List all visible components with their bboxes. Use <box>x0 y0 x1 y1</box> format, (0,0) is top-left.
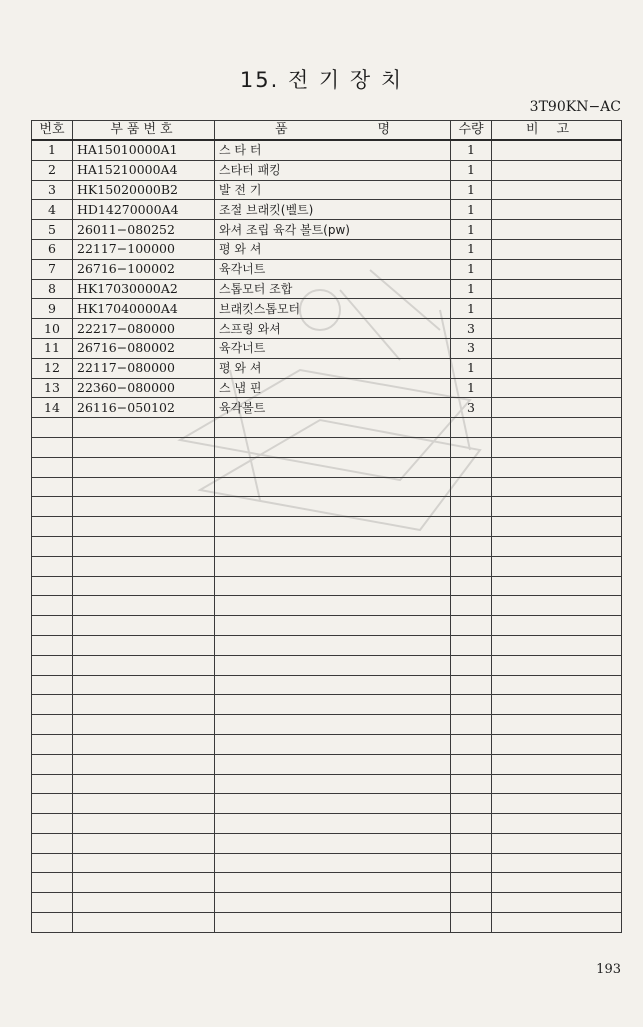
remarks-cell <box>492 576 622 596</box>
part-name-cell <box>215 497 451 517</box>
empty-table-row <box>32 517 622 537</box>
quantity-cell: 1 <box>451 378 492 398</box>
remarks-cell <box>492 358 622 378</box>
empty-table-row <box>32 754 622 774</box>
table-row <box>32 378 622 398</box>
part-number-cell <box>73 457 215 477</box>
remarks-cell <box>492 893 622 913</box>
quantity-cell: 3 <box>451 398 492 418</box>
empty-table-row <box>32 556 622 576</box>
empty-table-row <box>32 655 622 675</box>
quantity-cell: 3 <box>451 319 492 339</box>
row-number-cell: 13 <box>32 378 73 398</box>
table-row <box>32 299 622 319</box>
row-number-cell <box>32 457 73 477</box>
quantity-cell: 1 <box>451 220 492 240</box>
page-number: 193 <box>596 962 621 977</box>
quantity-cell: 1 <box>451 279 492 299</box>
quantity-cell <box>451 853 492 873</box>
part-number-cell: 22117−080000 <box>73 358 215 378</box>
part-name-cell <box>215 715 451 735</box>
row-number-cell <box>32 418 73 438</box>
empty-table-row <box>32 853 622 873</box>
part-name-cell <box>215 536 451 556</box>
table-row <box>32 140 622 160</box>
quantity-cell: 1 <box>451 140 492 160</box>
parts-table <box>31 120 622 933</box>
part-name-cell <box>215 556 451 576</box>
quantity-cell <box>451 437 492 457</box>
table-header-row <box>32 121 622 141</box>
quantity-cell <box>451 497 492 517</box>
row-number-cell <box>32 556 73 576</box>
remarks-cell <box>492 596 622 616</box>
quantity-cell <box>451 715 492 735</box>
part-name-cell <box>215 477 451 497</box>
part-name-cell: 평 와 셔 <box>215 358 451 378</box>
empty-table-row <box>32 457 622 477</box>
empty-table-row <box>32 576 622 596</box>
remarks-cell <box>492 616 622 636</box>
part-name-cell: 스타터 패킹 <box>215 160 451 180</box>
row-number-cell: 6 <box>32 239 73 259</box>
empty-table-row <box>32 536 622 556</box>
header-quantity: 수량 <box>451 121 492 141</box>
part-name-cell <box>215 754 451 774</box>
part-number-cell <box>73 695 215 715</box>
quantity-cell <box>451 477 492 497</box>
row-number-cell <box>32 536 73 556</box>
remarks-cell <box>492 715 622 735</box>
row-number-cell: 9 <box>32 299 73 319</box>
part-number-cell: HK17030000A2 <box>73 279 215 299</box>
quantity-cell <box>451 893 492 913</box>
header-name-a: 품 <box>274 122 288 137</box>
row-number-cell <box>32 734 73 754</box>
part-name-cell <box>215 893 451 913</box>
quantity-cell: 1 <box>451 259 492 279</box>
part-number-cell <box>73 853 215 873</box>
part-number-cell <box>73 814 215 834</box>
quantity-cell <box>451 616 492 636</box>
quantity-cell <box>451 734 492 754</box>
remarks-cell <box>492 794 622 814</box>
part-number-cell <box>73 437 215 457</box>
part-name-cell: 스톱모터 조합 <box>215 279 451 299</box>
quantity-cell <box>451 556 492 576</box>
part-name-cell <box>215 814 451 834</box>
remarks-cell <box>492 398 622 418</box>
part-name-cell <box>215 457 451 477</box>
part-name-cell <box>215 794 451 814</box>
remarks-cell <box>492 299 622 319</box>
remarks-cell <box>492 378 622 398</box>
part-number-cell <box>73 556 215 576</box>
part-name-cell <box>215 418 451 438</box>
row-number-cell <box>32 497 73 517</box>
remarks-cell <box>492 140 622 160</box>
part-number-cell: 26116−050102 <box>73 398 215 418</box>
remarks-cell <box>492 338 622 358</box>
empty-table-row <box>32 913 622 933</box>
part-number-cell <box>73 536 215 556</box>
row-number-cell: 5 <box>32 220 73 240</box>
quantity-cell: 3 <box>451 338 492 358</box>
part-number-cell <box>73 596 215 616</box>
part-name-cell <box>215 437 451 457</box>
empty-table-row <box>32 635 622 655</box>
remarks-cell <box>492 319 622 339</box>
remarks-cell <box>492 536 622 556</box>
table-row <box>32 200 622 220</box>
part-name-cell: 스 냅 핀 <box>215 378 451 398</box>
part-name-cell <box>215 774 451 794</box>
row-number-cell <box>32 853 73 873</box>
empty-table-row <box>32 695 622 715</box>
row-number-cell: 1 <box>32 140 73 160</box>
row-number-cell <box>32 833 73 853</box>
row-number-cell: 11 <box>32 338 73 358</box>
row-number-cell <box>32 814 73 834</box>
remarks-cell <box>492 477 622 497</box>
part-name-cell <box>215 576 451 596</box>
header-part-number: 부품번호 <box>73 121 215 141</box>
remarks-cell <box>492 734 622 754</box>
empty-table-row <box>32 497 622 517</box>
remarks-cell <box>492 754 622 774</box>
quantity-cell <box>451 675 492 695</box>
empty-table-row <box>32 814 622 834</box>
row-number-cell: 4 <box>32 200 73 220</box>
table-row <box>32 338 622 358</box>
part-number-cell: HD14270000A4 <box>73 200 215 220</box>
part-name-cell <box>215 913 451 933</box>
part-name-cell: 와셔 조립 육각 볼트(pw) <box>215 220 451 240</box>
row-number-cell <box>32 695 73 715</box>
empty-table-row <box>32 774 622 794</box>
empty-table-row <box>32 833 622 853</box>
table-row <box>32 279 622 299</box>
part-number-cell <box>73 517 215 537</box>
quantity-cell <box>451 814 492 834</box>
row-number-cell <box>32 437 73 457</box>
row-number-cell: 8 <box>32 279 73 299</box>
part-number-cell: HA15210000A4 <box>73 160 215 180</box>
table-row <box>32 259 622 279</box>
empty-table-row <box>32 794 622 814</box>
part-number-cell <box>73 774 215 794</box>
quantity-cell <box>451 635 492 655</box>
row-number-cell <box>32 754 73 774</box>
row-number-cell <box>32 655 73 675</box>
table-row <box>32 358 622 378</box>
part-name-cell <box>215 873 451 893</box>
remarks-cell <box>492 180 622 200</box>
header-no: 번호 <box>32 121 73 141</box>
table-row <box>32 239 622 259</box>
part-name-cell <box>215 655 451 675</box>
part-number-cell <box>73 655 215 675</box>
part-name-cell: 육각볼트 <box>215 398 451 418</box>
parts-table-body <box>32 140 622 932</box>
row-number-cell <box>32 913 73 933</box>
quantity-cell: 1 <box>451 239 492 259</box>
quantity-cell: 1 <box>451 180 492 200</box>
header-name-b: 명 <box>377 122 391 137</box>
row-number-cell: 14 <box>32 398 73 418</box>
quantity-cell <box>451 517 492 537</box>
part-number-cell <box>73 833 215 853</box>
part-number-cell <box>73 635 215 655</box>
part-number-cell <box>73 477 215 497</box>
part-name-cell: 발 전 기 <box>215 180 451 200</box>
part-number-cell <box>73 754 215 774</box>
part-number-cell <box>73 576 215 596</box>
quantity-cell: 1 <box>451 160 492 180</box>
empty-table-row <box>32 477 622 497</box>
part-name-cell <box>215 596 451 616</box>
remarks-cell <box>492 259 622 279</box>
part-name-cell: 육각너트 <box>215 259 451 279</box>
header-name <box>215 121 451 141</box>
table-row <box>32 160 622 180</box>
quantity-cell <box>451 655 492 675</box>
empty-table-row <box>32 893 622 913</box>
table-row <box>32 220 622 240</box>
table-row <box>32 398 622 418</box>
table-row <box>32 180 622 200</box>
quantity-cell <box>451 695 492 715</box>
empty-table-row <box>32 734 622 754</box>
remarks-cell <box>492 418 622 438</box>
part-number-cell <box>73 873 215 893</box>
part-name-cell: 육각너트 <box>215 338 451 358</box>
part-number-cell <box>73 734 215 754</box>
part-number-cell <box>73 497 215 517</box>
empty-table-row <box>32 616 622 636</box>
quantity-cell <box>451 774 492 794</box>
part-number-cell <box>73 893 215 913</box>
part-name-cell <box>215 695 451 715</box>
remarks-cell <box>492 556 622 576</box>
part-name-cell <box>215 517 451 537</box>
remarks-cell <box>492 873 622 893</box>
part-number-cell <box>73 913 215 933</box>
page-title: 15. 전 기 장 치 <box>239 68 404 92</box>
quantity-cell <box>451 833 492 853</box>
remarks-cell <box>492 220 622 240</box>
part-name-cell: 브래킷스톱모터 <box>215 299 451 319</box>
quantity-cell <box>451 457 492 477</box>
remarks-cell <box>492 239 622 259</box>
part-name-cell: 평 와 셔 <box>215 239 451 259</box>
remarks-cell <box>492 517 622 537</box>
quantity-cell <box>451 913 492 933</box>
row-number-cell <box>32 596 73 616</box>
model-code: 3T90KN−AC <box>529 99 621 115</box>
part-name-cell: 스 타 터 <box>215 140 451 160</box>
row-number-cell <box>32 675 73 695</box>
empty-table-row <box>32 418 622 438</box>
table-row <box>32 319 622 339</box>
row-number-cell <box>32 616 73 636</box>
remarks-cell <box>492 457 622 477</box>
remarks-cell <box>492 200 622 220</box>
part-name-cell <box>215 675 451 695</box>
quantity-cell <box>451 873 492 893</box>
row-number-cell: 3 <box>32 180 73 200</box>
quantity-cell <box>451 596 492 616</box>
part-number-cell: HA15010000A1 <box>73 140 215 160</box>
remarks-cell <box>492 635 622 655</box>
part-name-cell <box>215 853 451 873</box>
part-number-cell: 26716−080002 <box>73 338 215 358</box>
empty-table-row <box>32 596 622 616</box>
part-number-cell: 26011−080252 <box>73 220 215 240</box>
part-name-cell <box>215 734 451 754</box>
row-number-cell <box>32 477 73 497</box>
row-number-cell <box>32 873 73 893</box>
part-number-cell <box>73 675 215 695</box>
empty-table-row <box>32 437 622 457</box>
row-number-cell <box>32 517 73 537</box>
remarks-cell <box>492 497 622 517</box>
remarks-cell <box>492 913 622 933</box>
empty-table-row <box>32 675 622 695</box>
part-name-cell <box>215 833 451 853</box>
remarks-cell <box>492 160 622 180</box>
part-number-cell: HK17040000A4 <box>73 299 215 319</box>
part-number-cell: HK15020000B2 <box>73 180 215 200</box>
quantity-cell <box>451 754 492 774</box>
row-number-cell: 2 <box>32 160 73 180</box>
part-name-cell: 조절 브래킷(벨트) <box>215 200 451 220</box>
row-number-cell: 7 <box>32 259 73 279</box>
remarks-cell <box>492 853 622 873</box>
quantity-cell <box>451 418 492 438</box>
remarks-cell <box>492 695 622 715</box>
remarks-cell <box>492 279 622 299</box>
part-number-cell <box>73 794 215 814</box>
row-number-cell <box>32 635 73 655</box>
part-number-cell <box>73 616 215 636</box>
remarks-cell <box>492 774 622 794</box>
quantity-cell: 1 <box>451 358 492 378</box>
quantity-cell: 1 <box>451 200 492 220</box>
remarks-cell <box>492 437 622 457</box>
remarks-cell <box>492 814 622 834</box>
part-number-cell <box>73 715 215 735</box>
quantity-cell <box>451 536 492 556</box>
part-number-cell: 22117−100000 <box>73 239 215 259</box>
remarks-cell <box>492 655 622 675</box>
row-number-cell <box>32 715 73 735</box>
remarks-cell <box>492 675 622 695</box>
part-number-cell: 22360−080000 <box>73 378 215 398</box>
quantity-cell: 1 <box>451 299 492 319</box>
part-number-cell: 22217−080000 <box>73 319 215 339</box>
row-number-cell <box>32 576 73 596</box>
row-number-cell <box>32 774 73 794</box>
header-remarks: 비고 <box>492 121 622 141</box>
quantity-cell <box>451 576 492 596</box>
part-number-cell: 26716−100002 <box>73 259 215 279</box>
row-number-cell: 12 <box>32 358 73 378</box>
row-number-cell <box>32 893 73 913</box>
row-number-cell: 10 <box>32 319 73 339</box>
empty-table-row <box>32 715 622 735</box>
part-name-cell <box>215 616 451 636</box>
part-name-cell <box>215 635 451 655</box>
remarks-cell <box>492 833 622 853</box>
empty-table-row <box>32 873 622 893</box>
quantity-cell <box>451 794 492 814</box>
part-number-cell <box>73 418 215 438</box>
row-number-cell <box>32 794 73 814</box>
part-name-cell: 스프링 와셔 <box>215 319 451 339</box>
